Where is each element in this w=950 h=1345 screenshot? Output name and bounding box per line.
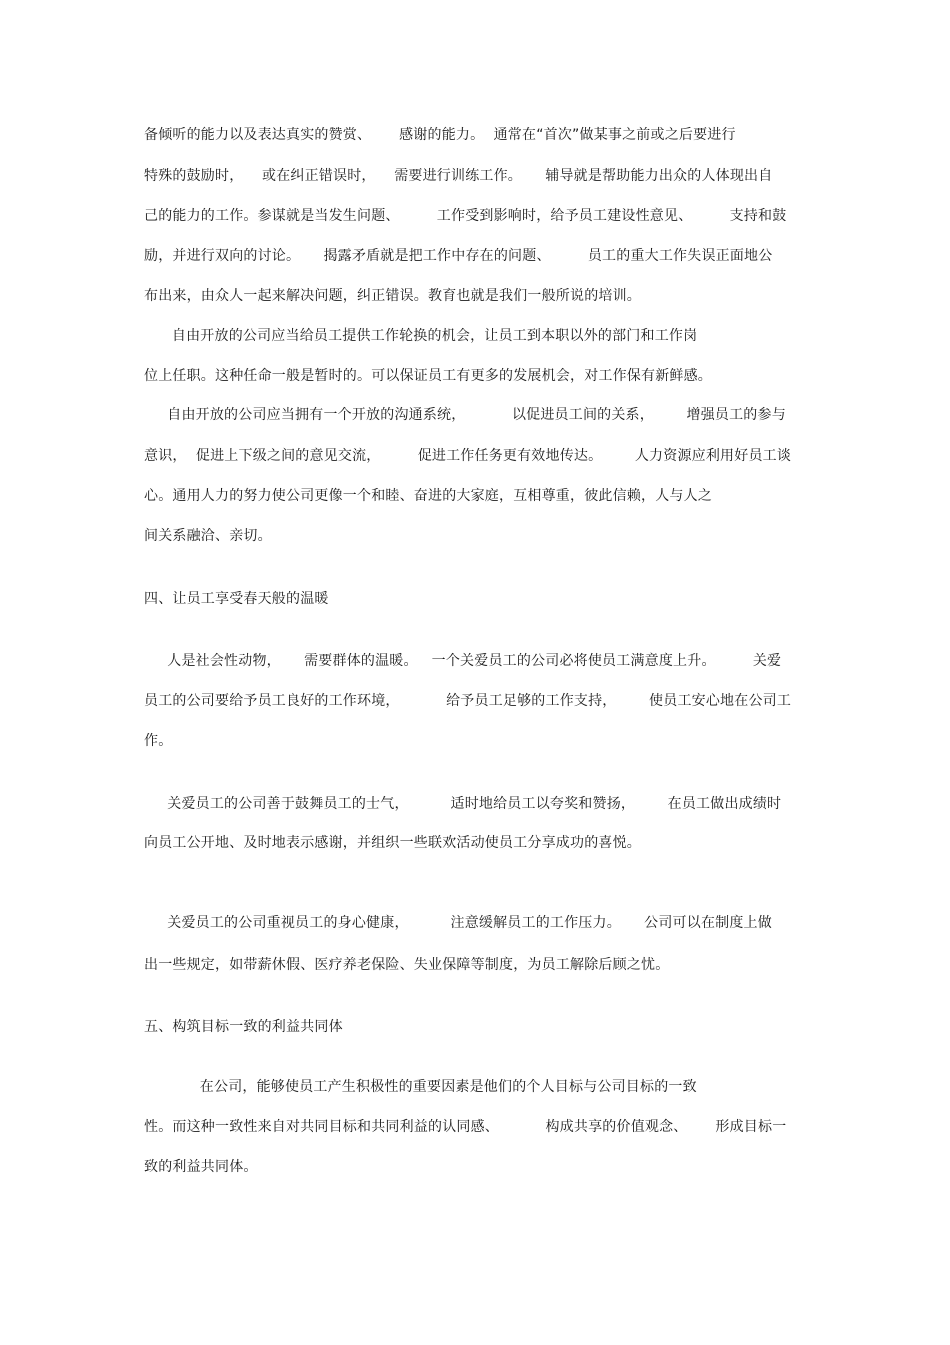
text-line: 心。通用人力的努力使公司更像一个和睦、奋进的大家庭，互相尊重，彼此信赖，人与人之 [144,488,712,504]
text-line: 致的利益共同体。 [144,1159,258,1175]
text-line: 布出来，由众人一起来解决问题，纠正错误。教育也就是我们一般所说的培训。 [144,288,641,304]
text-line: 自由开放的公司应当拥有一个开放的沟通系统， 以促进员工间的关系， 增强员工的参与 [144,407,786,423]
text-line: 间关系融洽、亲切。 [144,528,272,544]
text-line: 备倾听的能力以及表达真实的赞赏、 感谢的能力。 通常在“首次”做某事之前或之后要进行 [144,127,736,143]
text-line: 员工的公司要给予员工良好的工作环境， 给予员工足够的工作支持， 使员工安心地在公司工 [144,693,792,709]
text-line: 己的能力的工作。参谋就是当发生问题、 工作受到影响时，给予员工建设性意见、 支持和鼓 [144,208,787,224]
section-heading: 四、让员工享受春天般的温暖 [144,591,329,607]
text-line: 作。 [144,733,173,749]
text-line: 特殊的鼓励时， 或在纠正错误时， 需要进行训练工作。 辅导就是帮助能力出众的人体现出自 [144,168,773,184]
text-line: 关爱员工的公司善于鼓舞员工的士气， 适时地给员工以夸奖和赞扬， 在员工做出成绩时 [144,796,782,812]
text-line: 在公司，能够使员工产生积极性的重要因素是他们的个人目标与公司目标的一致 [144,1079,697,1095]
text-line: 关爱员工的公司重视员工的身心健康， 注意缓解员工的工作压力。 公司可以在制度上做 [144,915,772,931]
section-heading: 五、构筑目标一致的利益共同体 [144,1019,343,1035]
text-line: 人是社会性动物， 需要群体的温暖。 一个关爱员工的公司必将使员工满意度上升。 关爱 [144,653,782,669]
text-line: 出一些规定，如带薪休假、医疗养老保险、失业保障等制度，为员工解除后顾之忧。 [144,957,670,973]
text-line: 自由开放的公司应当给员工提供工作轮换的机会，让员工到本职以外的部门和工作岗 [144,328,698,344]
text-line: 位上任职。这种任命一般是暂时的。可以保证员工有更多的发展机会，对工作保有新鲜感。 [144,368,712,384]
text-line: 意识， 促进上下级之间的意见交流， 促进工作任务更有效地传达。 人力资源应利用好员工谈 [144,448,792,464]
text-line: 励，并进行双向的讨论。 揭露矛盾就是把工作中存在的问题、 员工的重大工作失误正面地公 [144,248,773,264]
text-line: 向员工公开地、及时地表示感谢，并组织一些联欢活动使员工分享成功的喜悦。 [144,835,641,851]
text-line: 性。而这种一致性来自对共同目标和共同利益的认同感、 构成共享的价值观念、 形成目标一 [144,1119,787,1135]
